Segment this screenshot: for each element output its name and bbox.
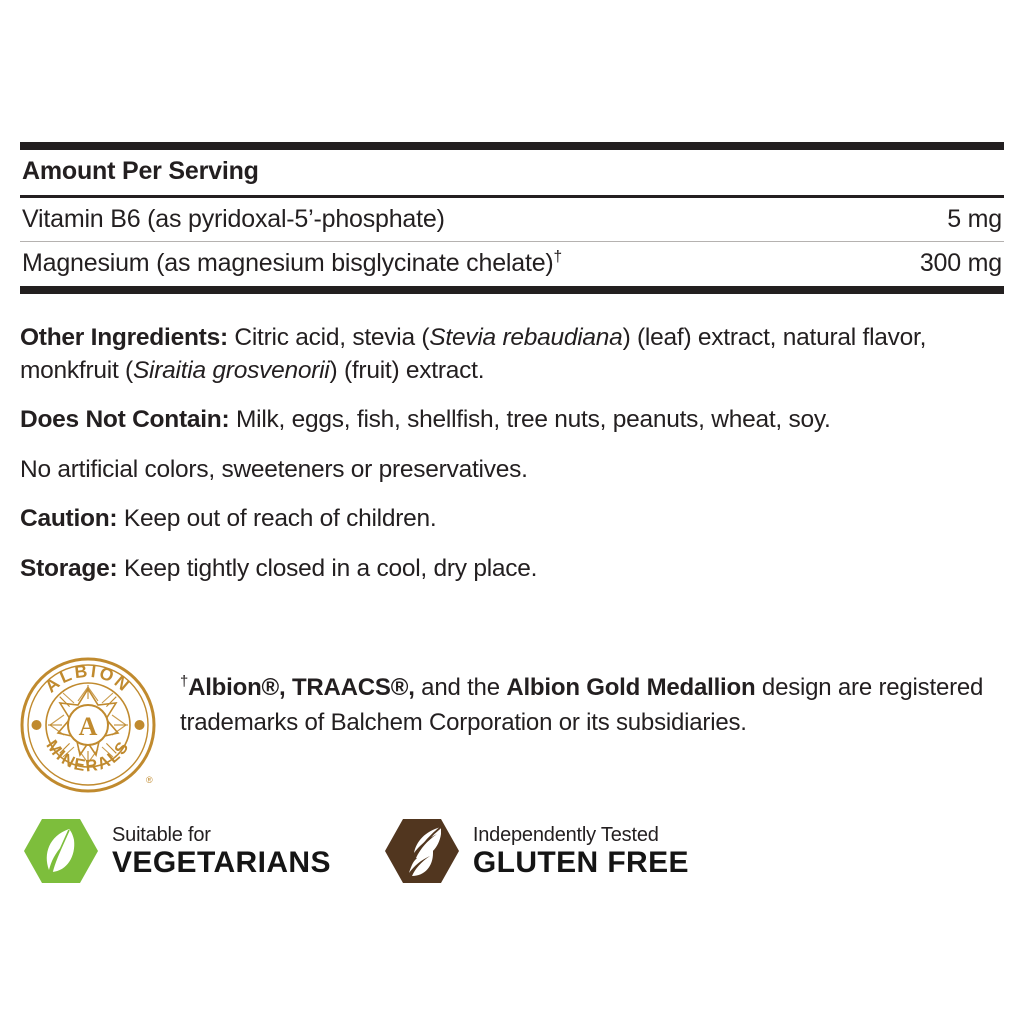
label-information-block [20, 322, 1006, 602]
table-row [20, 198, 1004, 242]
other-ingredients-label: Other Ingredients: [20, 324, 228, 351]
storage-label: Storage: [20, 554, 118, 582]
albion-trademark-bold-1: Albion®, TRAACS®, [188, 674, 415, 701]
albion-minerals-seal-icon [18, 655, 158, 795]
certification-badges [22, 812, 689, 890]
other-ingredients-text-2: ) (leaf) extract, natural flavor, monkfruit ( [20, 324, 927, 384]
albion-trademark-rest: design are registered trademarks of Balchem Corporation or its subsidiaries. [180, 674, 984, 736]
other-ingredients-paragraph [20, 322, 1006, 387]
vegetarian-badge-top-line: Suitable for [112, 823, 211, 846]
caution-label: Caution: [20, 505, 118, 533]
nutrient-name: Vitamin B6 (as pyridoxal-5’-phosphate) [22, 204, 445, 233]
storage-value: Keep tightly closed in a cool, dry place. [117, 554, 538, 582]
albion-trademark-bold-2: Albion Gold Medallion [506, 674, 756, 701]
does-not-contain-value: Milk, eggs, fish, shellfish, tree nuts, peanuts, wheat, soy. [229, 406, 831, 434]
storage-paragraph [20, 553, 1006, 586]
other-ingredients-botanical-2: Siraitia grosvenorii [132, 356, 330, 384]
dagger-marker: † [180, 674, 189, 690]
leaf-hexagon-icon [22, 812, 100, 890]
table-top-rule [20, 142, 1004, 150]
caution-value: Keep out of reach of children. [117, 505, 437, 533]
nutrient-amount: 5 mg [947, 204, 1002, 233]
caution-paragraph [20, 503, 1006, 536]
vegetarian-badge-main-line: VEGETARIANS [112, 845, 331, 879]
amount-per-serving-header: Amount Per Serving [22, 157, 259, 185]
other-ingredients-text-1: Citric acid, stevia ( [227, 324, 430, 351]
gluten-free-badge-main-line: GLUTEN FREE [472, 845, 689, 879]
wheat-hexagon-icon [383, 812, 461, 890]
gluten-free-badge [383, 812, 689, 890]
vegetarian-badge [22, 812, 331, 890]
gluten-free-badge-top-line: Independently Tested [472, 823, 659, 846]
table-row [20, 242, 1004, 286]
albion-seal-center-letter: A [78, 712, 98, 741]
does-not-contain-label: Does Not Contain: [20, 406, 230, 434]
albion-seal-top-text: ALBION [40, 660, 136, 697]
vegetarian-badge-text [112, 825, 331, 878]
nutrient-name-wrapper [22, 249, 562, 278]
supplement-facts-table [20, 142, 1004, 294]
table-bottom-rule [20, 286, 1004, 294]
no-artificial-paragraph: No artificial colors, sweeteners or preservatives. [20, 455, 528, 483]
albion-trademark-block [18, 655, 1006, 795]
does-not-contain-paragraph [20, 404, 1006, 437]
albion-seal-registered-mark: ® [146, 775, 153, 785]
albion-trademark-mid: and the [414, 674, 507, 701]
other-ingredients-text-3: ) (fruit) extract. [329, 356, 485, 384]
dagger-marker: † [553, 248, 562, 266]
other-ingredients-botanical-1: Stevia rebaudiana [429, 324, 623, 351]
albion-seal-bottom-text: MINERALS [42, 736, 134, 776]
nutrient-name: Magnesium (as magnesium bisglycinate chelate) [22, 249, 554, 278]
gluten-free-badge-text [473, 825, 689, 878]
albion-trademark-text [180, 655, 1006, 741]
nutrient-amount: 300 mg [919, 249, 1002, 278]
